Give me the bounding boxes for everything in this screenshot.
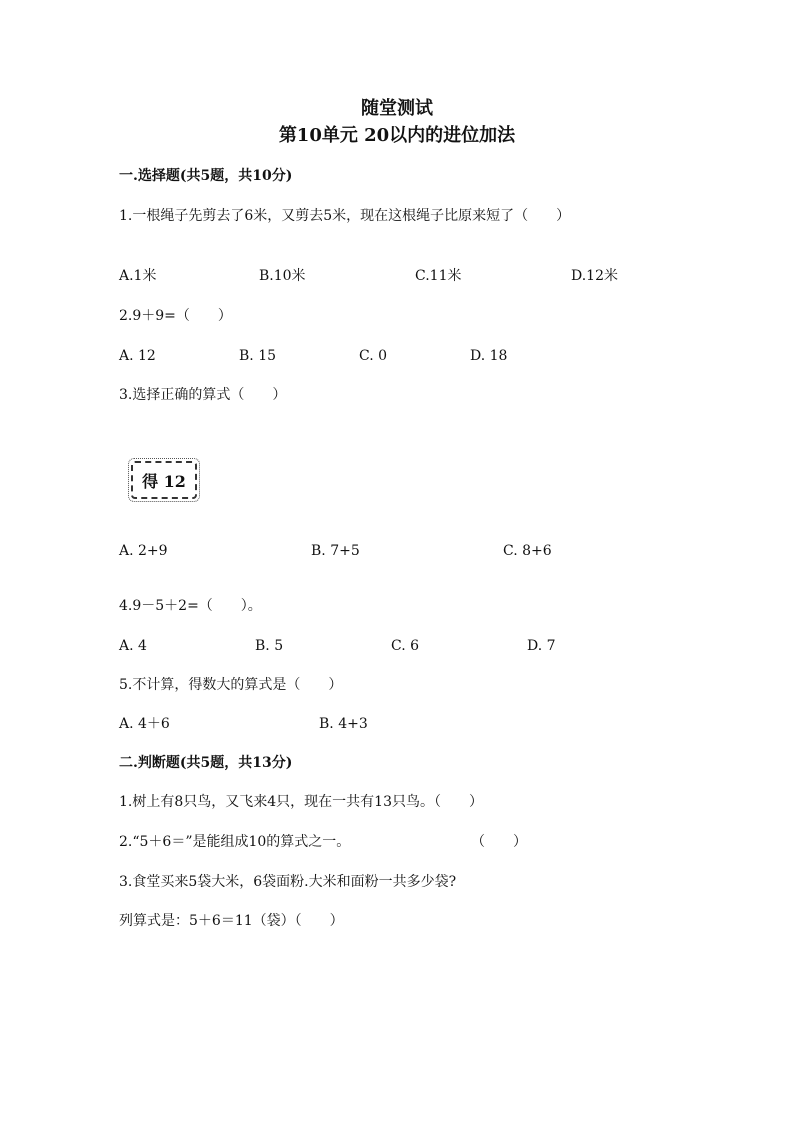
section-heading-choice: 一.选择题(共5题，共10分): [119, 168, 293, 184]
judge-question-1: 1.树上有8只鸟，又飞来4只，现在一共有13只鸟。（ ）: [119, 794, 483, 810]
question-4-option-a[interactable]: A. 4: [119, 638, 147, 654]
question-2-option-b[interactable]: B. 15: [239, 348, 277, 364]
question-2-text: 2.9＋9=（ ）: [119, 308, 232, 324]
question-1-option-a[interactable]: A.1米: [119, 268, 157, 284]
question-2-option-d[interactable]: D. 18: [470, 348, 508, 364]
score-badge: [131, 461, 197, 499]
section-heading-judge: 二.判断题(共5题，共13分): [119, 755, 293, 771]
question-2-option-a[interactable]: A. 12: [119, 348, 156, 364]
judge-question-3: 3.食堂买来5袋大米，6袋面粉.大米和面粉一共多少袋?: [119, 874, 457, 890]
question-3-option-c[interactable]: C. 8+6: [503, 543, 552, 559]
judge-question-3-formula: 列算式是：5＋6＝11（袋）（ ）: [119, 913, 344, 929]
question-3-option-a[interactable]: A. 2+9: [119, 543, 168, 559]
judge-question-2-blank[interactable]: （ ）: [471, 834, 527, 850]
page-subtitle: 第10单元 20以内的进位加法: [278, 125, 516, 146]
question-1-option-d[interactable]: D.12米: [571, 268, 618, 284]
question-2-option-c[interactable]: C. 0: [359, 348, 388, 364]
question-3-text: 3.选择正确的算式（ ）: [119, 387, 287, 403]
question-4-option-b[interactable]: B. 5: [255, 638, 284, 654]
score-badge-label: 得 12: [142, 471, 186, 491]
question-4-option-d[interactable]: D. 7: [527, 638, 556, 654]
question-1-text: 1.一根绳子先剪去了6米，又剪去5米，现在这根绳子比原来短了（ ）: [119, 208, 571, 224]
judge-question-2: 2.“5＋6＝”是能组成10的算式之一。: [119, 834, 351, 850]
page-title: 随堂测试: [361, 98, 433, 119]
question-4-option-c[interactable]: C. 6: [391, 638, 420, 654]
question-1-option-c[interactable]: C.11米: [415, 268, 462, 284]
question-3-option-b[interactable]: B. 7+5: [311, 543, 360, 559]
question-5-option-b[interactable]: B. 4+3: [319, 716, 368, 732]
question-1-option-b[interactable]: B.10米: [259, 268, 306, 284]
question-5-option-a[interactable]: A. 4＋6: [119, 716, 170, 732]
question-4-text: 4.9－5＋2=（ ）。: [119, 598, 262, 614]
question-5-text: 5.不计算，得数大的算式是（ ）: [119, 677, 343, 693]
